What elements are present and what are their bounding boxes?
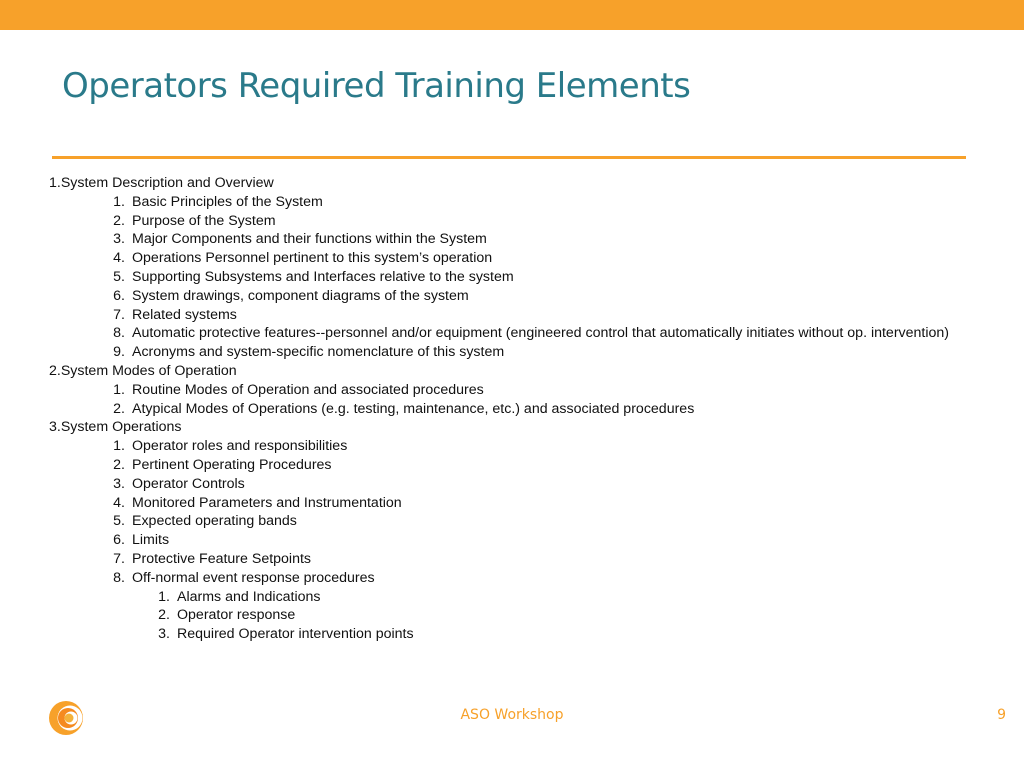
list-item (49, 193, 989, 212)
sub-list-item (49, 625, 989, 644)
item-number: 5. (113, 513, 125, 530)
sub-list-item (49, 588, 989, 607)
item-number: 3. (113, 231, 125, 248)
item-text: Routine Modes of Operation and associated procedures (132, 381, 484, 398)
item-text: System drawings, component diagrams of the system (132, 287, 469, 304)
list-item (49, 531, 989, 550)
list-item-row (49, 569, 989, 588)
list-item (49, 512, 989, 531)
item-number: 3. (113, 475, 125, 492)
section-number: 1. (49, 175, 61, 191)
item-number: 7. (113, 550, 125, 567)
list-item (49, 212, 989, 231)
item-number: 8. (113, 325, 125, 342)
sub-item-number: 3. (158, 626, 170, 643)
list-item (49, 343, 989, 362)
section-heading (49, 418, 989, 437)
list-item (49, 550, 989, 569)
item-number: 6. (113, 287, 125, 304)
section-heading (49, 174, 989, 193)
item-text: Operations Personnel pertinent to this system’s operation (132, 250, 493, 267)
sub-item-number: 1. (158, 588, 170, 605)
list-item (49, 475, 989, 494)
item-number: 1. (113, 193, 125, 210)
item-text: Off-normal event response procedures (132, 569, 375, 586)
section-label: System Description and Overview (60, 175, 274, 191)
list-item (49, 381, 989, 400)
top-accent-bar (0, 0, 1024, 30)
list-item (49, 400, 989, 419)
item-number: 9. (113, 344, 125, 361)
item-number: 6. (113, 532, 125, 549)
item-number: 1. (113, 438, 125, 455)
sub-item-text: Required Operator intervention points (177, 626, 414, 643)
sub-list-item (49, 606, 989, 625)
item-text: Monitored Parameters and Instrumentation (132, 494, 402, 511)
training-outline (49, 174, 989, 644)
item-text: Automatic protective features--personnel and/or equipment (engineered control that automatically initiates without op. intervention) (132, 325, 950, 342)
section-number: 3. (49, 419, 61, 436)
item-number: 2. (113, 212, 125, 229)
page-number: 9 (997, 707, 1006, 723)
section-item-list (49, 437, 989, 644)
item-text: Operator roles and responsibilities (132, 438, 348, 455)
item-text: Basic Principles of the System (132, 193, 323, 210)
outline-section (49, 174, 989, 362)
section-item-list (49, 193, 989, 362)
slide-title: Operators Required Training Elements (62, 66, 691, 106)
item-text: Operator Controls (132, 475, 245, 492)
sub-item-text: Operator response (177, 607, 296, 624)
outline-section (49, 362, 989, 418)
item-text: Supporting Subsystems and Interfaces relative to the system (132, 268, 514, 285)
section-label: System Modes of Operation (60, 362, 237, 379)
section-label: System Operations (60, 419, 182, 436)
sub-item-list (49, 588, 989, 644)
list-item (49, 569, 989, 644)
item-text: Related systems (132, 306, 237, 323)
list-item (49, 324, 989, 343)
item-number: 5. (113, 268, 125, 285)
item-number: 1. (113, 381, 125, 398)
item-text: Expected operating bands (132, 513, 297, 530)
item-text: Atypical Modes of Operations (e.g. testing, maintenance, etc.) and associated procedures (132, 400, 695, 417)
item-text: Pertinent Operating Procedures (132, 456, 332, 473)
list-item (49, 456, 989, 475)
title-divider (52, 156, 966, 159)
list-item (49, 494, 989, 513)
item-number: 7. (113, 306, 125, 323)
item-number: 4. (113, 494, 125, 511)
footer-workshop-label: ASO Workshop (460, 707, 564, 723)
item-number: 8. (113, 569, 125, 586)
section-item-list (49, 381, 989, 419)
list-item (49, 268, 989, 287)
section-heading (49, 362, 989, 381)
list-item (49, 230, 989, 249)
item-number: 2. (113, 400, 125, 417)
sub-item-text: Alarms and Indications (177, 588, 321, 605)
list-item (49, 249, 989, 268)
section-number: 2. (49, 362, 61, 379)
item-number: 2. (113, 456, 125, 473)
item-text: Limits (132, 532, 170, 549)
item-text: Major Components and their functions within the System (132, 231, 487, 248)
item-text: Purpose of the System (132, 212, 276, 229)
list-item (49, 306, 989, 325)
item-text: Acronyms and system-specific nomenclature of this system (132, 344, 505, 361)
outline-section (49, 418, 989, 644)
sub-item-number: 2. (158, 607, 170, 624)
item-number: 4. (113, 250, 125, 267)
list-item (49, 287, 989, 306)
item-text: Protective Feature Setpoints (132, 550, 312, 567)
list-item (49, 437, 989, 456)
